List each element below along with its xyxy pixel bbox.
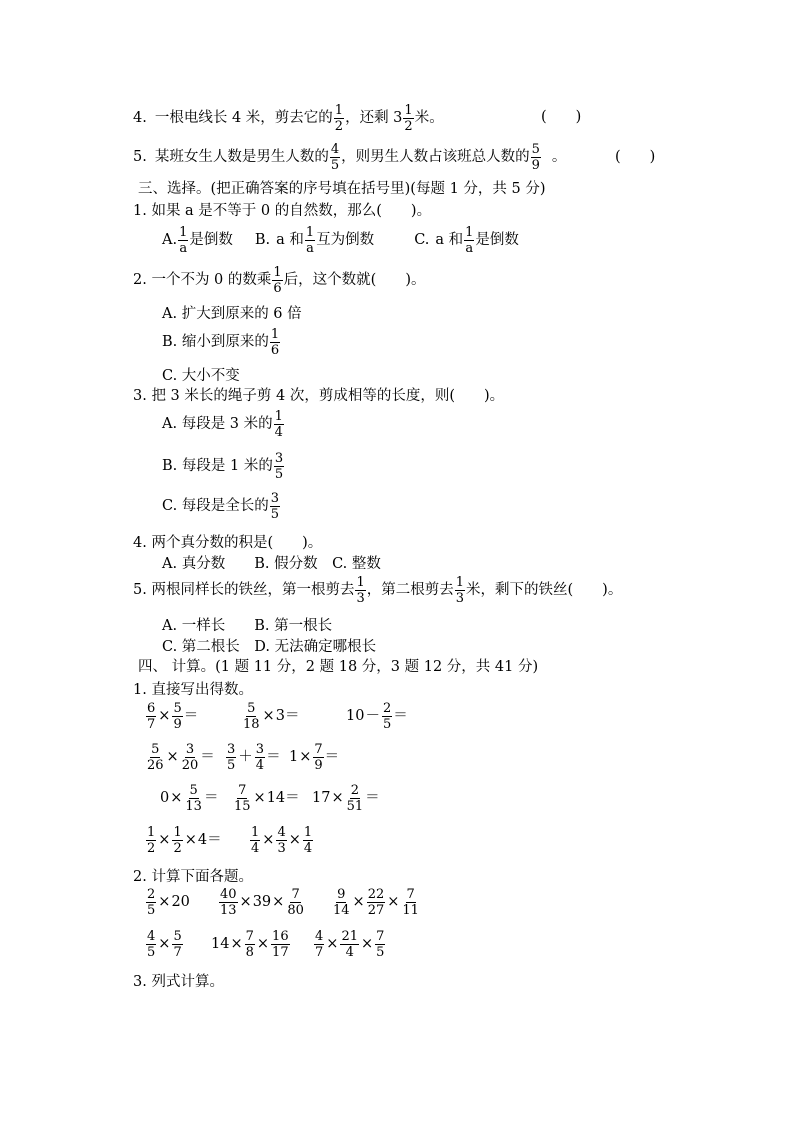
subsection-title: 1. 直接写出得数。 [133, 682, 253, 698]
fraction: $\frac{1}{a}$ [465, 225, 474, 256]
calc-item: $\frac{3}{5}$ ＋ $\frac{3}{4}$ ＝ [227, 742, 281, 773]
choice-option-a: A. 每段是 3 米的 $\frac{1}{4}$ [162, 409, 283, 440]
fraction: $\frac{1}{2}$ [404, 103, 413, 134]
fraction: $\frac{3}{5}$ [270, 491, 280, 522]
choice-question-4: 4. 两个真分数的积是( )。 [133, 535, 323, 551]
choice-options: A. 真分数 B. 假分数 C. 整数 [162, 556, 381, 572]
calc-item: 0 × $\frac{5}{13}$ ＝ [160, 783, 219, 814]
calc-item: $\frac{9}{14}$ × $\frac{22}{27}$ × $\frac{7}{11}$ [333, 887, 419, 918]
fraction: $\frac{1}{3}$ [356, 575, 365, 606]
calc-item: $\frac{1}{2}$ × $\frac{1}{2}$ × 4 ＝ [147, 825, 222, 856]
calc-item: 1 × $\frac{7}{9}$ ＝ [289, 742, 340, 773]
choice-option-b: B. 缩小到原来的 $\frac{1}{6}$ [162, 327, 280, 358]
fraction: $\frac{1}{a}$ [305, 225, 315, 256]
question-text: 一根电线长 4 米，剪去它的 [154, 110, 333, 127]
calc-item: 14 × $\frac{7}{8}$ × $\frac{16}{17}$ [211, 929, 289, 960]
calc-item: $\frac{5}{26}$ × $\frac{3}{20}$ ＝ [147, 742, 215, 773]
fraction: $\frac{1}{a}$ [179, 225, 188, 256]
question-text: 某班女生人数是男生人数的 [154, 149, 329, 166]
answer-blank[interactable]: ( ) [541, 109, 582, 125]
choice-question-3: 3. 把 3 米长的绳子剪 4 次，剪成相等的长度，则( )。 [133, 388, 505, 404]
judge-question-5 [133, 143, 566, 172]
choice-option-c: C. 大小不变 [162, 368, 240, 384]
calc-item: $\frac{7}{15}$ × 14 ＝ [234, 783, 300, 814]
fraction: $\frac{4}{5}$ [330, 142, 340, 173]
calc-item: $\frac{6}{7}$ × $\frac{5}{9}$ ＝ [147, 701, 199, 732]
question-text: ，则男生人数占该班总人数的 [341, 149, 530, 166]
fraction: $\frac{3}{5}$ [274, 451, 284, 482]
choice-question-2: 2. 一个不为 0 的数乘 $\frac{1}{6}$ 后，这个数就( )。 [133, 265, 426, 296]
question-text: 米。 [414, 110, 444, 127]
calc-item: $\frac{2}{5}$ × 20 [147, 887, 190, 918]
question-number: 5. [133, 149, 147, 166]
choice-question-1: 1. 如果 a 是不等于 0 的自然数，那么( )。 [133, 203, 432, 219]
calc-item: $\frac{4}{5}$ × $\frac{5}{7}$ [147, 929, 182, 960]
section-heading: 三、选择。(把正确答案的序号填在括号里)(每题 1 分，共 5 分) [138, 181, 546, 197]
calc-item: $\frac{1}{4}$ × $\frac{4}{3}$ × $\frac{1}{4}$ [251, 825, 313, 856]
fraction: $\frac{1}{6}$ [270, 327, 280, 358]
fraction: $\frac{5}{9}$ [531, 142, 540, 173]
calc-item: $\frac{5}{18}$ × 3 ＝ [243, 701, 300, 732]
judge-question-4 [133, 104, 444, 133]
question-text: 。 [551, 149, 567, 166]
question-number: 4. [133, 110, 147, 127]
choice-option-b: B. 每段是 1 米的 $\frac{3}{5}$ [162, 451, 284, 482]
section-heading: 四、 计算。(1 题 11 分，2 题 18 分，3 题 12 分，共 41 分) [138, 659, 539, 675]
calc-item: 10 － $\frac{2}{5}$ ＝ [346, 701, 408, 732]
fraction: $\frac{1}{6}$ [273, 265, 282, 296]
answer-blank[interactable]: ( ) [615, 149, 656, 165]
subsection-title: 3. 列式计算。 [133, 974, 224, 990]
choice-options: C. 第二根长 D. 无法确定哪根长 [162, 639, 377, 655]
calc-item: $\frac{4}{7}$ × $\frac{21}{4}$ × $\frac{7}{5}$ [315, 929, 385, 960]
fraction: $\frac{1}{4}$ [274, 409, 283, 440]
choice-options: A. 一样长 B. 第一根长 [162, 618, 333, 634]
fraction: $\frac{1}{2}$ [334, 103, 344, 134]
choice-question-5: 5. 两根同样长的铁丝，第一根剪去 $\frac{1}{3}$ ，第二根剪去 $\frac{1}{3}$ 米，剩下的铁丝( )。 [133, 575, 623, 606]
choice-option-a: A. 扩大到原来的 6 倍 [162, 306, 302, 322]
subsection-title: 2. 计算下面各题。 [133, 869, 253, 885]
choice-options: A. $\frac{1}{a}$ 是倒数 B. a 和 $\frac{1}{a}$ 互为倒数 C. a 和 $\frac{1}{a}$ 是倒数 [162, 225, 519, 256]
question-text: ，还剩 3 [345, 110, 403, 127]
fraction: $\frac{1}{3}$ [455, 575, 465, 606]
calc-item: 17 × $\frac{2}{51}$ ＝ [312, 783, 380, 814]
calc-item: $\frac{40}{13}$ × 39 × $\frac{7}{80}$ [220, 887, 304, 918]
choice-option-c: C. 每段是全长的 $\frac{3}{5}$ [162, 491, 280, 522]
